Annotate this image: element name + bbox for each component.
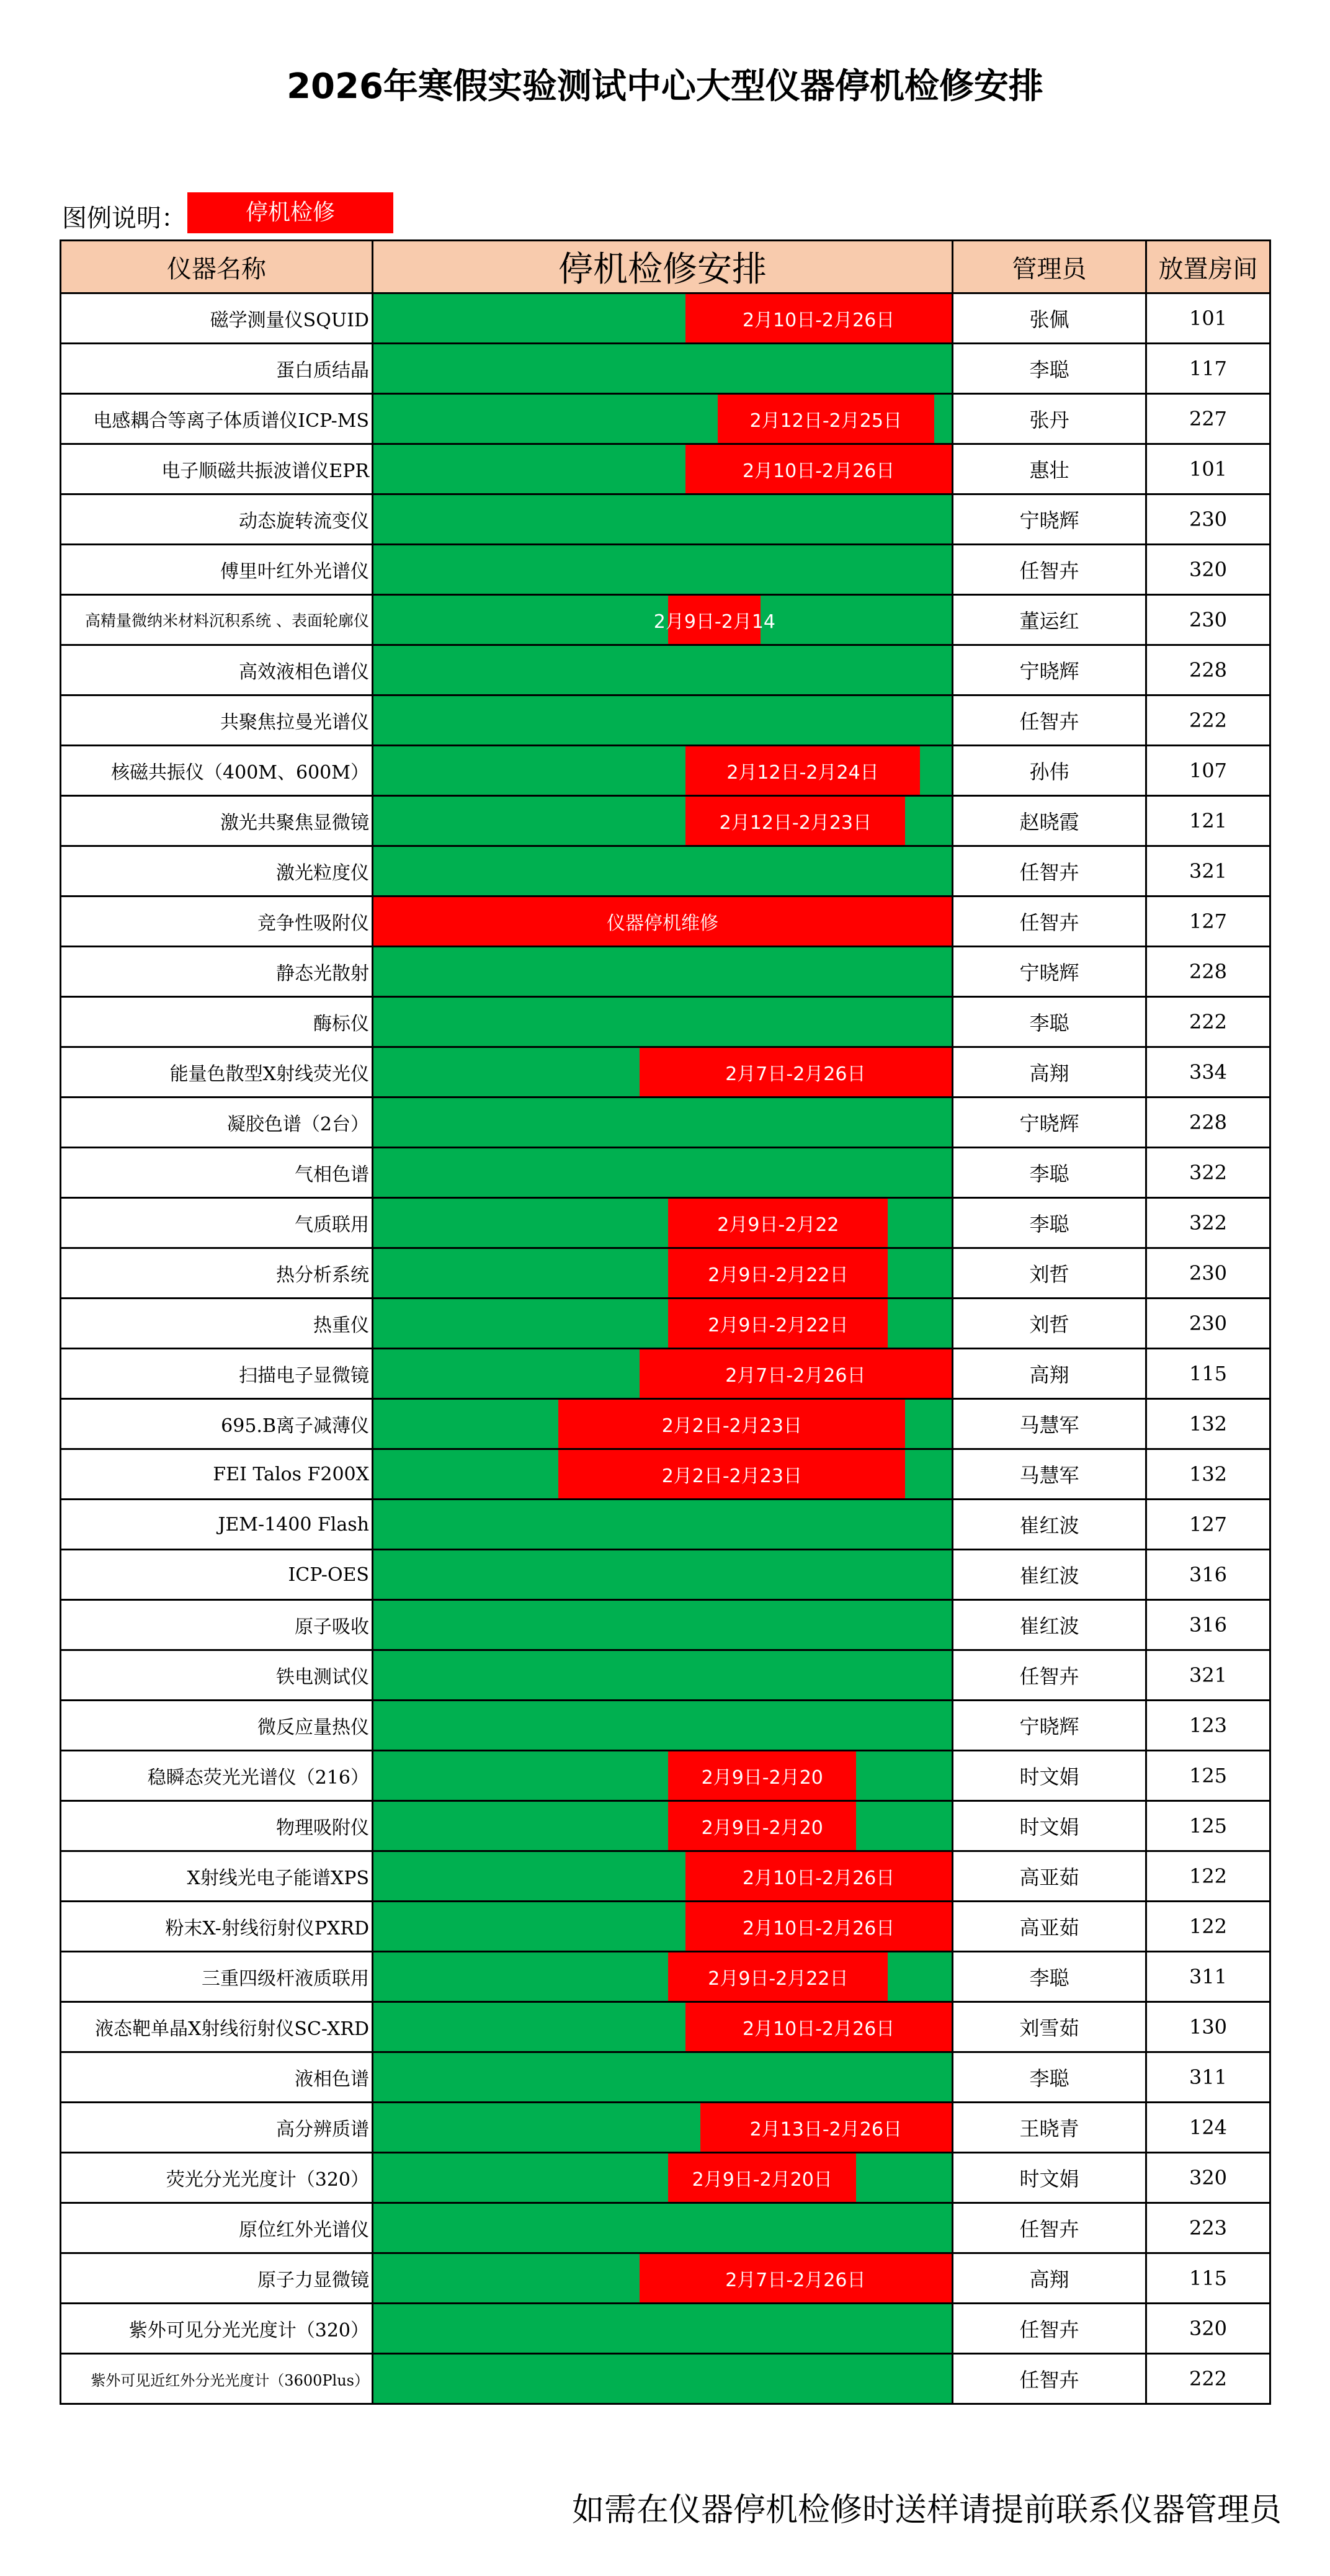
schedule-bar [373, 1449, 953, 1500]
schedule-bar [373, 1500, 953, 1550]
table-row [61, 1299, 1270, 1349]
instrument-name: 热重仪 [61, 1299, 373, 1349]
schedule-bar [373, 494, 953, 545]
room-number: 122 [1146, 1851, 1270, 1902]
table-row [61, 444, 1270, 494]
instrument-name: 傅里叶红外光谱仪 [61, 545, 373, 595]
manager-name: 刘哲 [953, 1248, 1146, 1299]
schedule-bar [373, 2002, 953, 2052]
manager-name: 宁晓辉 [953, 1098, 1146, 1148]
room-number: 222 [1146, 997, 1270, 1047]
manager-name: 董运红 [953, 595, 1146, 645]
room-number: 316 [1146, 1550, 1270, 1600]
manager-name: 任智卉 [953, 897, 1146, 947]
manager-name: 宁晓辉 [953, 494, 1146, 545]
room-number: 127 [1146, 1500, 1270, 1550]
table-row [61, 1751, 1270, 1801]
instrument-name: 竞争性吸附仪 [61, 897, 373, 947]
manager-name: 李聪 [953, 997, 1146, 1047]
instrument-name: 荧光分光光度计（320） [61, 2153, 373, 2203]
outage-period-label: 2月9日-2月20 [701, 1767, 823, 1789]
table-row [61, 897, 1270, 947]
room-number: 322 [1146, 1198, 1270, 1248]
manager-name: 张佩 [953, 293, 1146, 344]
instrument-name: 三重四级杆液质联用 [61, 1952, 373, 2002]
room-number: 334 [1146, 1047, 1270, 1098]
manager-name: 宁晓辉 [953, 645, 1146, 695]
schedule-bar [373, 2052, 953, 2103]
table-row [61, 2304, 1270, 2354]
table-row [61, 1650, 1270, 1701]
room-number: 230 [1146, 595, 1270, 645]
schedule-bar [373, 997, 953, 1047]
instrument-name: 能量色散型X射线荧光仪 [61, 1047, 373, 1098]
room-number: 121 [1146, 796, 1270, 846]
table-row [61, 1349, 1270, 1399]
instrument-name: 紫外可见分光光度计（320） [61, 2304, 373, 2354]
schedule-bar [373, 2203, 953, 2253]
room-number: 321 [1146, 1650, 1270, 1701]
instrument-name: 紫外可见近红外分光光度计（3600Plus） [61, 2354, 373, 2404]
instrument-name: 酶标仪 [61, 997, 373, 1047]
table-row [61, 1248, 1270, 1299]
manager-name: 任智卉 [953, 846, 1146, 897]
instrument-name: 蛋白质结晶 [61, 344, 373, 394]
table-row [61, 2153, 1270, 2203]
instrument-name: 激光共聚焦显微镜 [61, 796, 373, 846]
instrument-name: 气质联用 [61, 1198, 373, 1248]
room-number: 117 [1146, 344, 1270, 394]
room-number: 132 [1146, 1449, 1270, 1500]
room-number: 124 [1146, 2103, 1270, 2153]
outage-period-label: 2月7日-2月26日 [725, 1365, 866, 1387]
schedule-bar [373, 1148, 953, 1198]
schedule-bar [373, 1399, 953, 1449]
room-number: 227 [1146, 394, 1270, 444]
room-number: 222 [1146, 695, 1270, 746]
outage-period-label: 2月12日-2月25日 [749, 410, 902, 432]
table-row [61, 846, 1270, 897]
outage-period-label: 2月12日-2月23日 [719, 812, 872, 834]
instrument-name: 铁电测试仪 [61, 1650, 373, 1701]
instrument-name: 高精量微纳米材料沉积系统 、表面轮廓仪 [61, 595, 373, 645]
manager-name: 高翔 [953, 1047, 1146, 1098]
manager-name: 高翔 [953, 1349, 1146, 1399]
manager-name: 任智卉 [953, 2304, 1146, 2354]
instrument-name: 热分析系统 [61, 1248, 373, 1299]
page-title: 2026年寒假实验测试中心大型仪器停机检修安排 [287, 66, 1043, 107]
schedule-bar [373, 1851, 953, 1902]
schedule-bar [373, 444, 953, 494]
manager-name: 时文娟 [953, 1801, 1146, 1851]
manager-name: 宁晓辉 [953, 1701, 1146, 1751]
room-number: 222 [1146, 2354, 1270, 2404]
room-number: 101 [1146, 293, 1270, 344]
schedule-bar [373, 1098, 953, 1148]
table-row [61, 1902, 1270, 1952]
manager-name: 刘雪茹 [953, 2002, 1146, 2052]
manager-name: 时文娟 [953, 2153, 1146, 2203]
table-row [61, 1952, 1270, 2002]
room-number: 228 [1146, 645, 1270, 695]
schedule-bar [373, 2153, 953, 2203]
room-number: 101 [1146, 444, 1270, 494]
manager-name: 任智卉 [953, 545, 1146, 595]
table-row [61, 1047, 1270, 1098]
schedule-bar [373, 1047, 953, 1098]
table-row [61, 645, 1270, 695]
instrument-name: 磁学测量仪SQUID [61, 293, 373, 344]
room-number: 122 [1146, 1902, 1270, 1952]
schedule-bar [373, 897, 953, 947]
manager-name: 崔红波 [953, 1550, 1146, 1600]
room-number: 125 [1146, 1801, 1270, 1851]
room-number: 123 [1146, 1701, 1270, 1751]
manager-name: 李聪 [953, 1198, 1146, 1248]
room-number: 107 [1146, 746, 1270, 796]
manager-name: 任智卉 [953, 2203, 1146, 2253]
schedule-bar [373, 595, 953, 645]
schedule-bar [373, 1902, 953, 1952]
table-row [61, 1098, 1270, 1148]
schedule-bar [373, 695, 953, 746]
room-number: 322 [1146, 1148, 1270, 1198]
manager-name: 李聪 [953, 1148, 1146, 1198]
outage-period-label: 2月10日-2月26日 [742, 1918, 895, 1939]
table-row [61, 1399, 1270, 1449]
table-row [61, 746, 1270, 796]
outage-period-label: 2月2日-2月23日 [661, 1465, 802, 1487]
room-number: 320 [1146, 2304, 1270, 2354]
table-row [61, 2354, 1270, 2404]
header-room: 放置房间 [1146, 241, 1270, 293]
room-number: 132 [1146, 1399, 1270, 1449]
room-number: 127 [1146, 897, 1270, 947]
table-row [61, 293, 1270, 344]
manager-name: 宁晓辉 [953, 947, 1146, 997]
schedule-bar [373, 1952, 953, 2002]
maintenance-schedule-table [60, 239, 1271, 2405]
table-row [61, 947, 1270, 997]
outage-period-label: 2月7日-2月26日 [725, 1063, 866, 1085]
room-number: 223 [1146, 2203, 1270, 2253]
schedule-bar [373, 1198, 953, 1248]
outage-period-label: 2月10日-2月26日 [742, 2018, 895, 2040]
table-row [61, 796, 1270, 846]
schedule-bar [373, 344, 953, 394]
table-row [61, 545, 1270, 595]
table-row [61, 2002, 1270, 2052]
schedule-bar [373, 746, 953, 796]
instrument-name: 液相色谱 [61, 2052, 373, 2103]
legend-label: 图例说明： [62, 204, 186, 233]
outage-period-label: 2月2日-2月23日 [661, 1415, 802, 1437]
instrument-name: 稳瞬态荧光光谱仪（216） [61, 1751, 373, 1801]
instrument-name: 激光粒度仪 [61, 846, 373, 897]
room-number: 311 [1146, 2052, 1270, 2103]
manager-name: 任智卉 [953, 2354, 1146, 2404]
outage-period-label: 2月9日-2月20日 [692, 2169, 832, 2191]
schedule-bar [373, 645, 953, 695]
instrument-name: 扫描电子显微镜 [61, 1349, 373, 1399]
table-row [61, 1801, 1270, 1851]
room-number: 316 [1146, 1600, 1270, 1650]
schedule-bar [373, 1751, 953, 1801]
schedule-bar [373, 2354, 953, 2404]
room-number: 230 [1146, 1299, 1270, 1349]
instrument-name: 电感耦合等离子体质谱仪ICP-MS [61, 394, 373, 444]
header-manager: 管理员 [953, 241, 1146, 293]
manager-name: 高亚茹 [953, 1851, 1146, 1902]
schedule-bar [373, 2304, 953, 2354]
instrument-name: JEM-1400 Flash [61, 1500, 373, 1550]
room-number: 115 [1146, 2253, 1270, 2304]
outage-period-label: 2月9日-2月22日 [708, 1264, 849, 1286]
manager-name: 李聪 [953, 2052, 1146, 2103]
outage-period-label: 仪器停机维修 [607, 913, 718, 934]
instrument-name: 液态靶单晶X射线衍射仪SC-XRD [61, 2002, 373, 2052]
table-row [61, 1550, 1270, 1600]
room-number: 130 [1146, 2002, 1270, 2052]
outage-period-label: 2月9日-2月22日 [708, 1315, 849, 1336]
schedule-bar [373, 293, 953, 344]
table-row [61, 1701, 1270, 1751]
outage-period-label: 2月10日-2月26日 [742, 1867, 895, 1889]
room-number: 125 [1146, 1751, 1270, 1801]
schedule-bar [373, 1349, 953, 1399]
manager-name: 崔红波 [953, 1500, 1146, 1550]
instrument-name: FEI Talos F200X [61, 1449, 373, 1500]
manager-name: 王晓青 [953, 2103, 1146, 2153]
schedule-bar [373, 545, 953, 595]
table-header-row [61, 241, 1270, 293]
instrument-name: 静态光散射 [61, 947, 373, 997]
room-number: 230 [1146, 494, 1270, 545]
table-row [61, 2103, 1270, 2153]
legend-outage-swatch: 停机检修 [187, 192, 393, 233]
outage-period-label: 2月12日-2月24日 [726, 762, 879, 784]
table-row [61, 2052, 1270, 2103]
room-number: 228 [1146, 947, 1270, 997]
schedule-bar [373, 796, 953, 846]
manager-name: 高翔 [953, 2253, 1146, 2304]
manager-name: 高亚茹 [953, 1902, 1146, 1952]
outage-period-label: 2月9日-2月20 [701, 1817, 823, 1839]
room-number: 115 [1146, 1349, 1270, 1399]
instrument-name: 微反应量热仪 [61, 1701, 373, 1751]
manager-name: 马慧军 [953, 1449, 1146, 1500]
schedule-bar [373, 1801, 953, 1851]
schedule-bar [373, 1299, 953, 1349]
instrument-name: 原位红外光谱仪 [61, 2203, 373, 2253]
manager-name: 张丹 [953, 394, 1146, 444]
schedule-bar [373, 1600, 953, 1650]
table-row [61, 1600, 1270, 1650]
instrument-name: 高分辨质谱 [61, 2103, 373, 2153]
table-row [61, 1198, 1270, 1248]
schedule-bar [373, 1550, 953, 1600]
schedule-bar [373, 846, 953, 897]
room-number: 320 [1146, 545, 1270, 595]
manager-name: 孙伟 [953, 746, 1146, 796]
instrument-name: 原子吸收 [61, 1600, 373, 1650]
instrument-name: 核磁共振仪（400M、600M） [61, 746, 373, 796]
outage-period-label: 2月13日-2月26日 [749, 2119, 902, 2140]
table-row [61, 1148, 1270, 1198]
table-row [61, 344, 1270, 394]
instrument-name: 粉末X-射线衍射仪PXRD [61, 1902, 373, 1952]
schedule-bar [373, 394, 953, 444]
outage-period-label: 2月10日-2月26日 [742, 460, 895, 482]
instrument-name: 原子力显微镜 [61, 2253, 373, 2304]
table-row [61, 1500, 1270, 1550]
instrument-name: 高效液相色谱仪 [61, 645, 373, 695]
outage-period-label: 2月10日-2月26日 [742, 310, 895, 331]
table-row [61, 2203, 1270, 2253]
outage-period-label: 2月9日-2月14 [653, 611, 775, 633]
outage-period-label: 2月7日-2月26日 [725, 2270, 866, 2291]
schedule-bar [373, 1248, 953, 1299]
table-row [61, 997, 1270, 1047]
instrument-name: X射线光电子能谱XPS [61, 1851, 373, 1902]
manager-name: 赵晓霞 [953, 796, 1146, 846]
manager-name: 李聪 [953, 1952, 1146, 2002]
table-row [61, 695, 1270, 746]
instrument-name: 气相色谱 [61, 1148, 373, 1198]
schedule-bar [373, 1650, 953, 1701]
manager-name: 刘哲 [953, 1299, 1146, 1349]
room-number: 321 [1146, 846, 1270, 897]
room-number: 230 [1146, 1248, 1270, 1299]
instrument-name: ICP-OES [61, 1550, 373, 1600]
table-row [61, 1851, 1270, 1902]
table-row [61, 494, 1270, 545]
manager-name: 李聪 [953, 344, 1146, 394]
manager-name: 崔红波 [953, 1600, 1146, 1650]
schedule-bar [373, 1701, 953, 1751]
header-instrument-name: 仪器名称 [61, 241, 373, 293]
instrument-name: 共聚焦拉曼光谱仪 [61, 695, 373, 746]
room-number: 311 [1146, 1952, 1270, 2002]
instrument-name: 电子顺磁共振波谱仪EPR [61, 444, 373, 494]
outage-period-label: 2月9日-2月22日 [708, 1968, 849, 1990]
manager-name: 马慧军 [953, 1399, 1146, 1449]
manager-name: 惠壮 [953, 444, 1146, 494]
outage-period-label: 2月9日-2月22 [717, 1214, 839, 1236]
schedule-bar [373, 2253, 953, 2304]
header-schedule: 停机检修安排 [373, 241, 953, 293]
schedule-bar [373, 947, 953, 997]
instrument-name: 凝胶色谱（2台） [61, 1098, 373, 1148]
instrument-name: 695.B离子减薄仪 [61, 1399, 373, 1449]
schedule-bar [373, 2103, 953, 2153]
table-row [61, 2253, 1270, 2304]
room-number: 320 [1146, 2153, 1270, 2203]
table-row [61, 595, 1270, 645]
footer-note: 如需在仪器停机检修时送样请提前联系仪器管理员 [571, 2492, 1282, 2529]
table-row [61, 394, 1270, 444]
table-row [61, 1449, 1270, 1500]
manager-name: 任智卉 [953, 1650, 1146, 1701]
room-number: 228 [1146, 1098, 1270, 1148]
instrument-name: 物理吸附仪 [61, 1801, 373, 1851]
instrument-name: 动态旋转流变仪 [61, 494, 373, 545]
manager-name: 时文娟 [953, 1751, 1146, 1801]
manager-name: 任智卉 [953, 695, 1146, 746]
